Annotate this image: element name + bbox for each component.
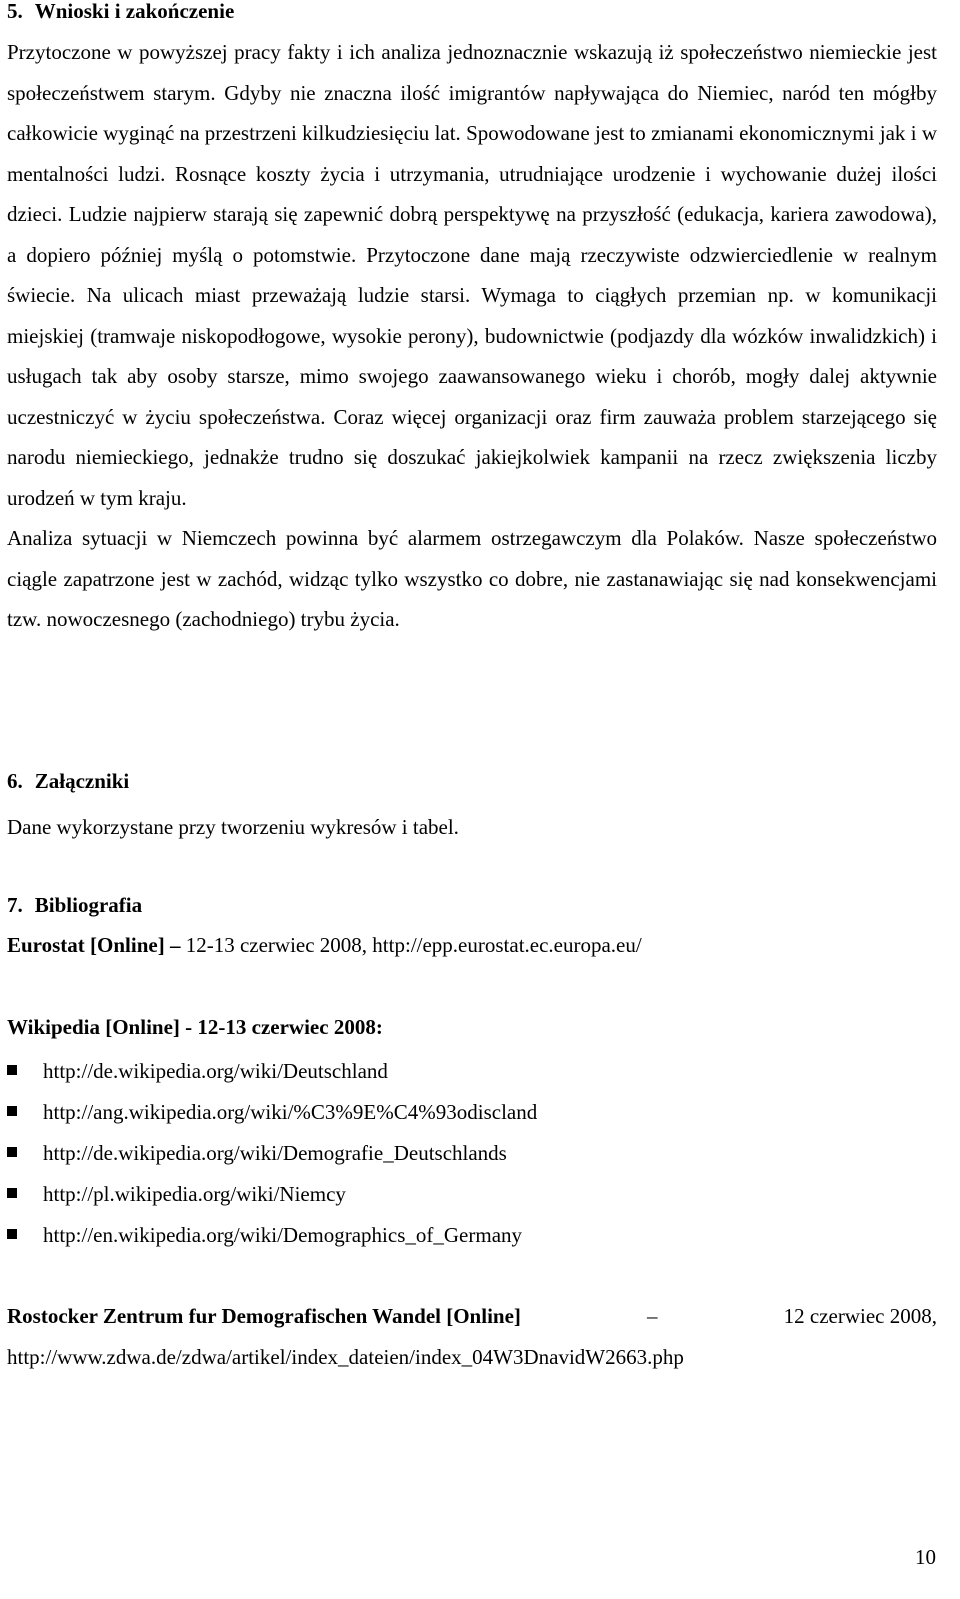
square-bullet-icon	[7, 1106, 17, 1116]
section-heading	[7, 0, 937, 23]
reference-link: http://pl.wikipedia.org/wiki/Niemcy	[43, 1182, 346, 1206]
reference-url: http://www.zdwa.de/zdwa/artikel/index_dateien/index_04W3DnavidW2663.php	[7, 1345, 684, 1369]
section-heading	[7, 769, 937, 793]
section-title: Załączniki	[34, 769, 130, 793]
paragraph: Przytoczone w powyższej pracy fakty i ich analiza jednoznacznie wskazują iż społeczeństwo niemieckie jest społeczeństwem starym. Gdyby nie znaczna ilość imigrantów napływająca do Niemiec, naród ten mógłby całkowicie wyginąć na przestrzeni kilkudziesięciu lat. Spowodowane jest to zmianami ekonomicznymi jak i w mentalności ludzi. Rosnące koszty życia i utrzymania, utrudniające urodzenie i wychowanie dużej ilości dzieci. Ludzie najpierw starają się zapewnić dobrą perspektywę na przyszłość (edukacja, kariera zawodowa), a dopiero później myślą o potomstwie. Przytoczone dane mają rzeczywiste odzwierciedlenie w realnym świecie. Na ulicach miast przeważają ludzie starsi. Wymaga to ciągłych przemian np. w komunikacji miejskiej (tramwaje niskopodłogowe, wysokie perony), budownictwie (podjazdy dla wózków inwalidzkich) i usługach tak aby osoby starsze, mimo swojego zaawansowanego wieku i chorób, mogły dalej aktywnie uczestniczyć w życiu społeczeństwa. Coraz więcej organizacji oraz firm zauważa problem starzejącego się narodu niemieckiego, jednakże trudno się doszukać jakiejkolwiek kampanii na rzecz zwiększenia liczby urodzeń w tym kraju.	[7, 40, 937, 510]
reference-link: http://ang.wikipedia.org/wiki/%C3%9E%C4%93odiscland	[43, 1100, 538, 1124]
reference-label: Wikipedia [Online] - 12-13 czerwiec 2008:	[7, 1015, 383, 1039]
section-number: 7.	[7, 893, 23, 917]
section-title: Wnioski i zakończenie	[34, 0, 235, 23]
reference-link: http://de.wikipedia.org/wiki/Deutschland	[43, 1059, 388, 1083]
reference-rostocker	[7, 1296, 937, 1378]
reference-dash: –	[169, 933, 181, 957]
reference-wikipedia	[7, 1013, 937, 1041]
section-conclusions	[7, 0, 937, 640]
reference-date: 12 czerwiec 2008,	[783, 1304, 937, 1328]
paragraph: Dane wykorzystane przy tworzeniu wykresów i tabel.	[7, 815, 459, 839]
list-item	[7, 1215, 937, 1256]
section-heading	[7, 893, 937, 917]
section-number: 6.	[7, 769, 23, 793]
document-page	[7, 0, 937, 1369]
list-item	[7, 1133, 937, 1174]
square-bullet-icon	[7, 1229, 17, 1239]
reference-line	[7, 1296, 937, 1337]
reference-label: Eurostat [Online]	[7, 933, 165, 957]
list-item	[7, 1174, 937, 1215]
reference-eurostat	[7, 931, 937, 959]
section-attachments	[7, 769, 937, 848]
reference-label: Rostocker Zentrum fur Demografischen Wandel [Online]	[7, 1304, 521, 1328]
list-item	[7, 1092, 937, 1133]
square-bullet-icon	[7, 1065, 17, 1075]
square-bullet-icon	[7, 1188, 17, 1198]
section-number: 5.	[7, 0, 23, 23]
list-item	[7, 1051, 937, 1092]
square-bullet-icon	[7, 1147, 17, 1157]
reference-link: http://de.wikipedia.org/wiki/Demografie_Deutschlands	[43, 1141, 507, 1165]
section-title: Bibliografia	[34, 893, 143, 917]
reference-dash: –	[647, 1304, 658, 1328]
page-number: 10	[915, 1545, 936, 1569]
wikipedia-link-list	[7, 1051, 937, 1256]
paragraph: Analiza sytuacji w Niemczech powinna być alarmem ostrzegawczym dla Polaków. Nasze społeczeństwo ciągle zapatrzone jest w zachód, widząc tylko wszystko co dobre, nie zastanawiając się nad konsekwencjami tzw. nowoczesnego (zachodniego) trybu życia.	[7, 526, 937, 631]
reference-link: http://en.wikipedia.org/wiki/Demographics_of_Germany	[43, 1223, 523, 1247]
section-bibliography	[7, 893, 937, 1378]
reference-text: 12-13 czerwiec 2008, http://epp.eurostat.ec.europa.eu/	[180, 933, 642, 957]
